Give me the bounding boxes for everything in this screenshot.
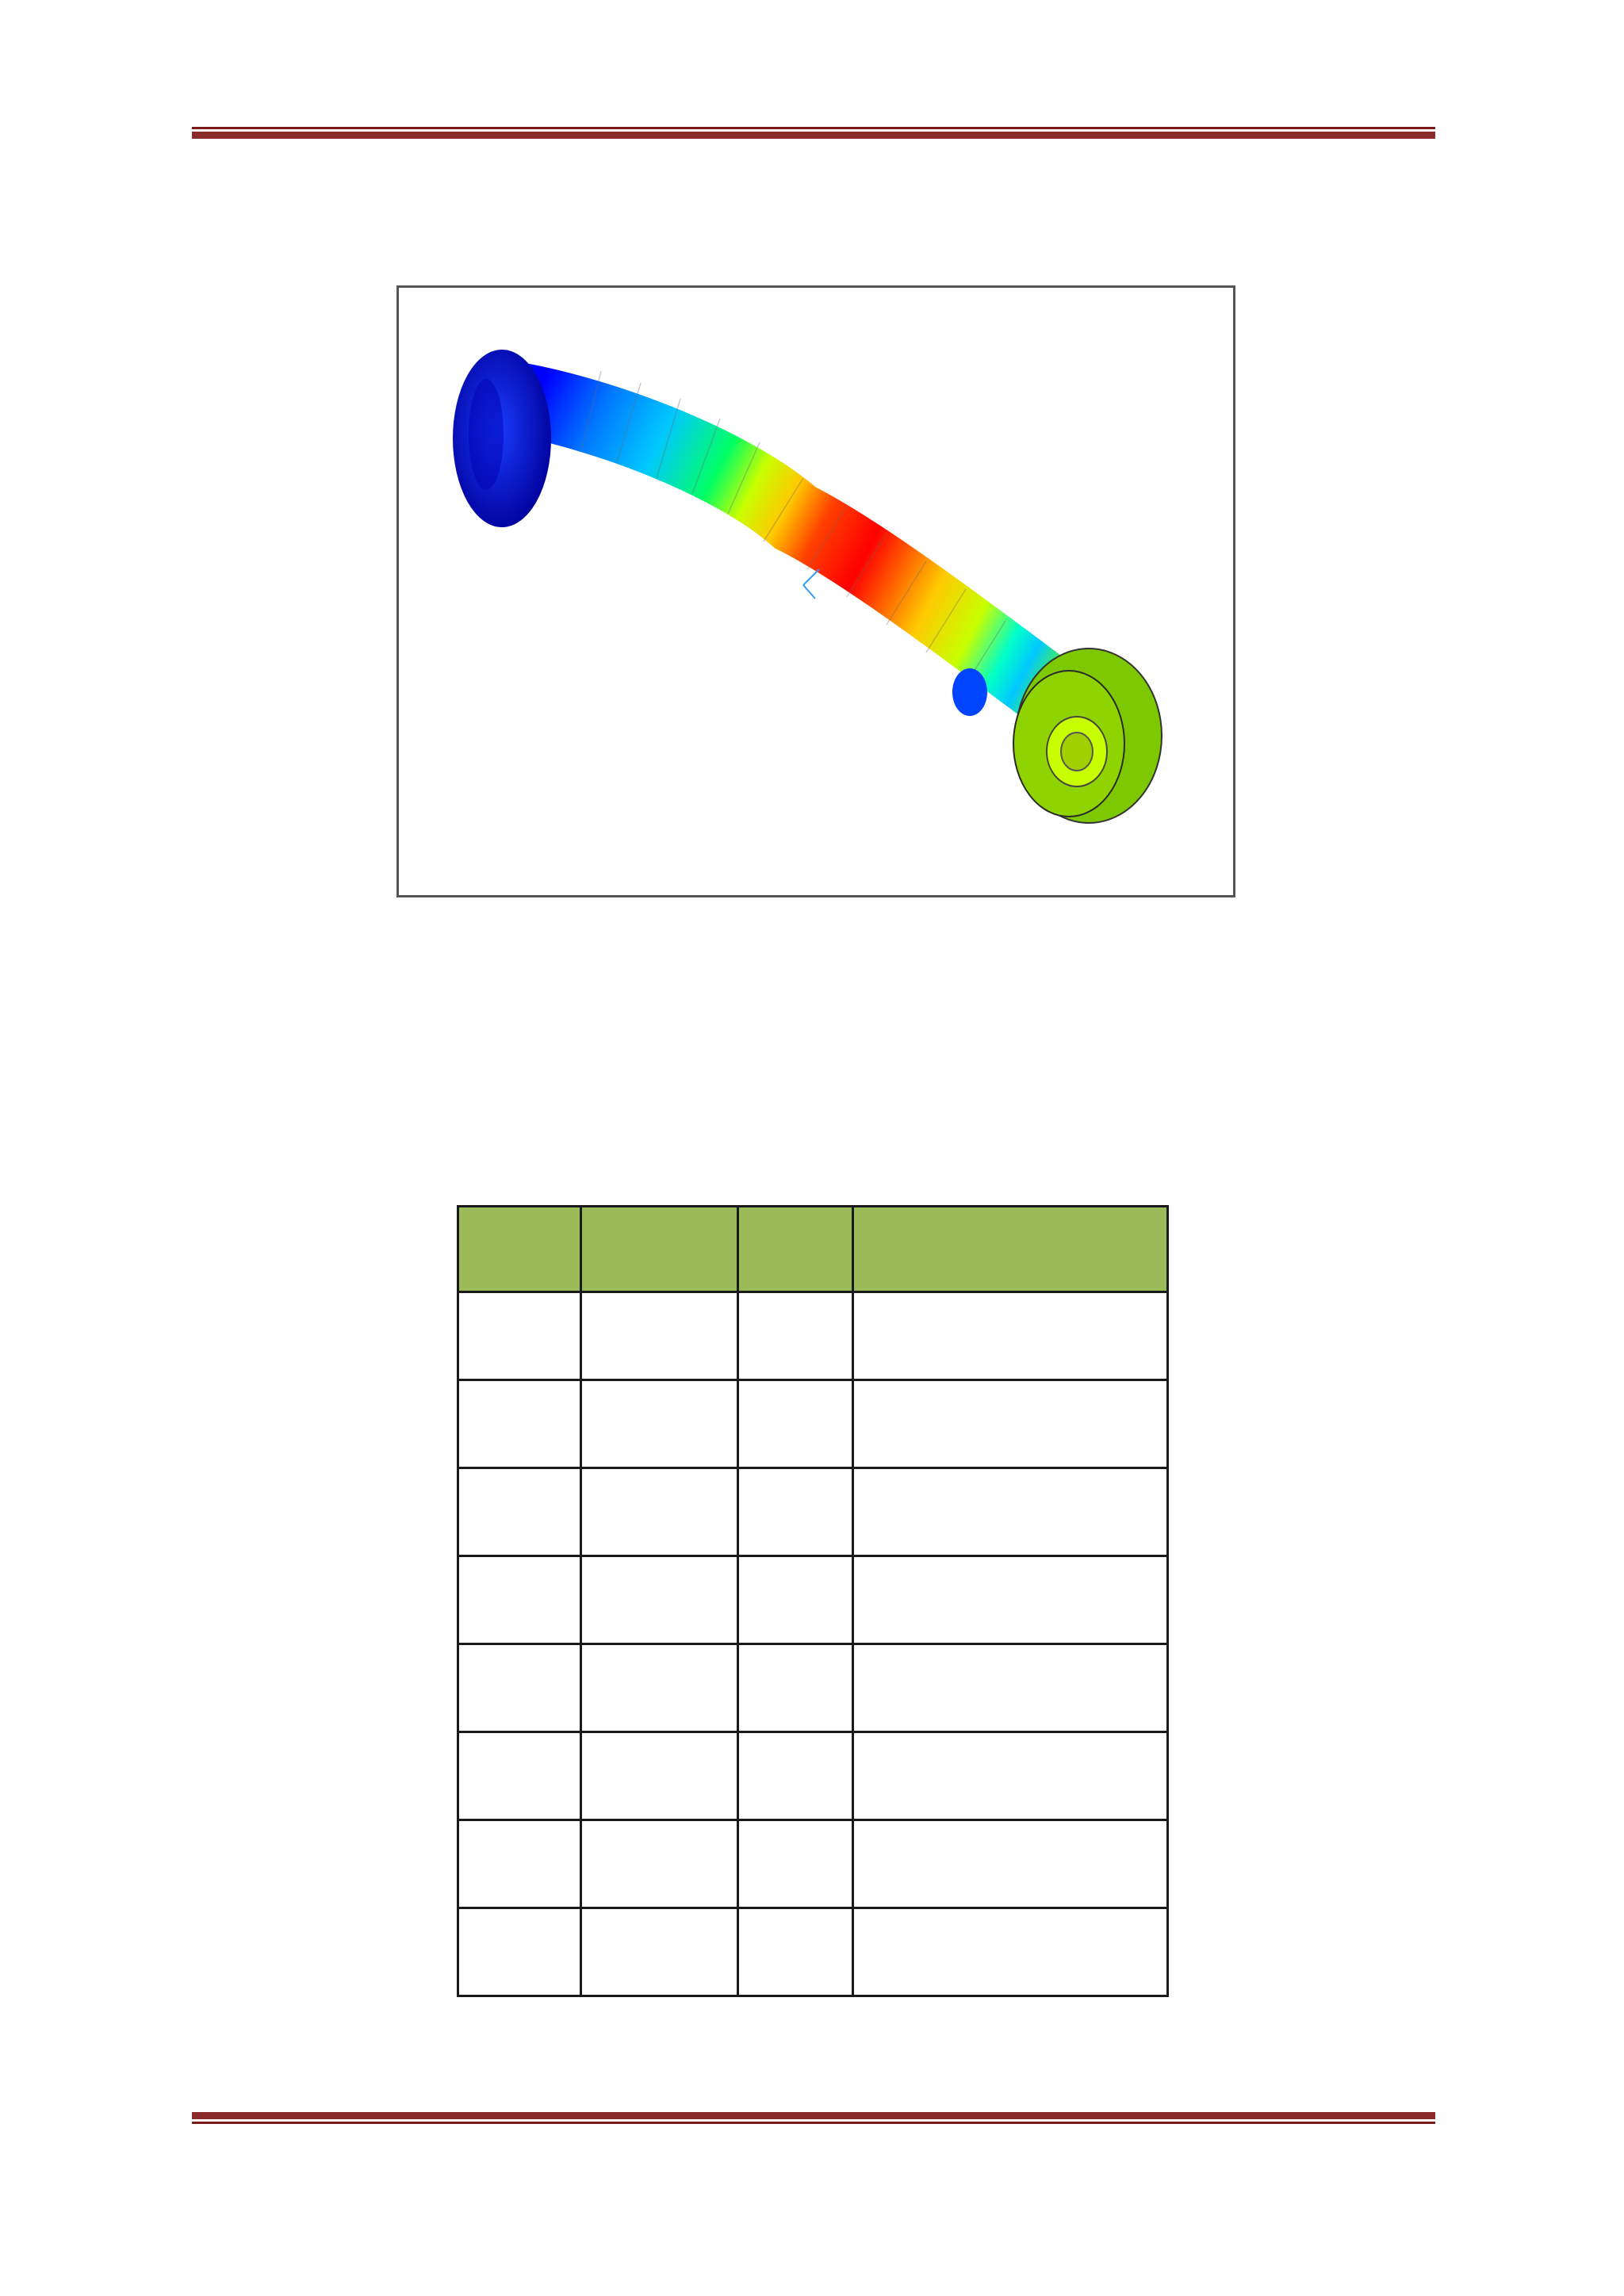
cell-property bbox=[581, 1292, 738, 1380]
right-flange bbox=[1013, 649, 1162, 823]
header-sno bbox=[458, 1207, 581, 1292]
table-row bbox=[458, 1820, 1168, 1908]
cell-property bbox=[581, 1644, 738, 1732]
header-units bbox=[737, 1207, 852, 1292]
cell-value bbox=[853, 1732, 1168, 1820]
cell-property bbox=[581, 1556, 738, 1644]
cell-property bbox=[581, 1908, 738, 1996]
cell-property bbox=[581, 1380, 738, 1468]
cell-sno bbox=[458, 1468, 581, 1556]
cell-value bbox=[853, 1908, 1168, 1996]
figure-canvas bbox=[399, 288, 1233, 895]
cell-units bbox=[737, 1820, 852, 1908]
header-material bbox=[853, 1207, 1168, 1292]
cell-units bbox=[737, 1732, 852, 1820]
shaft-model bbox=[453, 350, 1162, 823]
cell-units bbox=[737, 1468, 852, 1556]
cell-value bbox=[853, 1820, 1168, 1908]
table-row bbox=[458, 1380, 1168, 1468]
cell-sno bbox=[458, 1820, 581, 1908]
cell-units bbox=[737, 1556, 852, 1644]
header-property bbox=[581, 1207, 738, 1292]
table-row bbox=[458, 1732, 1168, 1820]
cell-sno bbox=[458, 1292, 581, 1380]
footer-rule bbox=[192, 2112, 1435, 2124]
table-row bbox=[458, 1908, 1168, 1996]
cell-value bbox=[853, 1644, 1168, 1732]
mode-node-spot bbox=[952, 668, 987, 716]
cell-property bbox=[581, 1820, 738, 1908]
cell-sno bbox=[458, 1556, 581, 1644]
cell-sno bbox=[458, 1644, 581, 1732]
cell-value bbox=[853, 1292, 1168, 1380]
table-row bbox=[458, 1292, 1168, 1380]
table-row bbox=[458, 1644, 1168, 1732]
table-row bbox=[458, 1556, 1168, 1644]
cell-units bbox=[737, 1292, 852, 1380]
cell-value bbox=[853, 1380, 1168, 1468]
axis-triad bbox=[803, 569, 819, 599]
cell-value bbox=[853, 1556, 1168, 1644]
cell-units bbox=[737, 1644, 852, 1732]
cell-property bbox=[581, 1468, 738, 1556]
cell-units bbox=[737, 1908, 852, 1996]
material-properties-table bbox=[457, 1205, 1169, 1997]
table-row bbox=[458, 1468, 1168, 1556]
cell-units bbox=[737, 1380, 852, 1468]
cell-sno bbox=[458, 1732, 581, 1820]
cell-sno bbox=[458, 1908, 581, 1996]
cell-value bbox=[853, 1468, 1168, 1556]
ansys-mode-shape-figure bbox=[396, 285, 1235, 897]
shaft-body bbox=[518, 399, 1081, 716]
table-header-row bbox=[458, 1207, 1168, 1292]
cell-sno bbox=[458, 1380, 581, 1468]
header-rule bbox=[192, 127, 1435, 139]
cell-property bbox=[581, 1732, 738, 1820]
